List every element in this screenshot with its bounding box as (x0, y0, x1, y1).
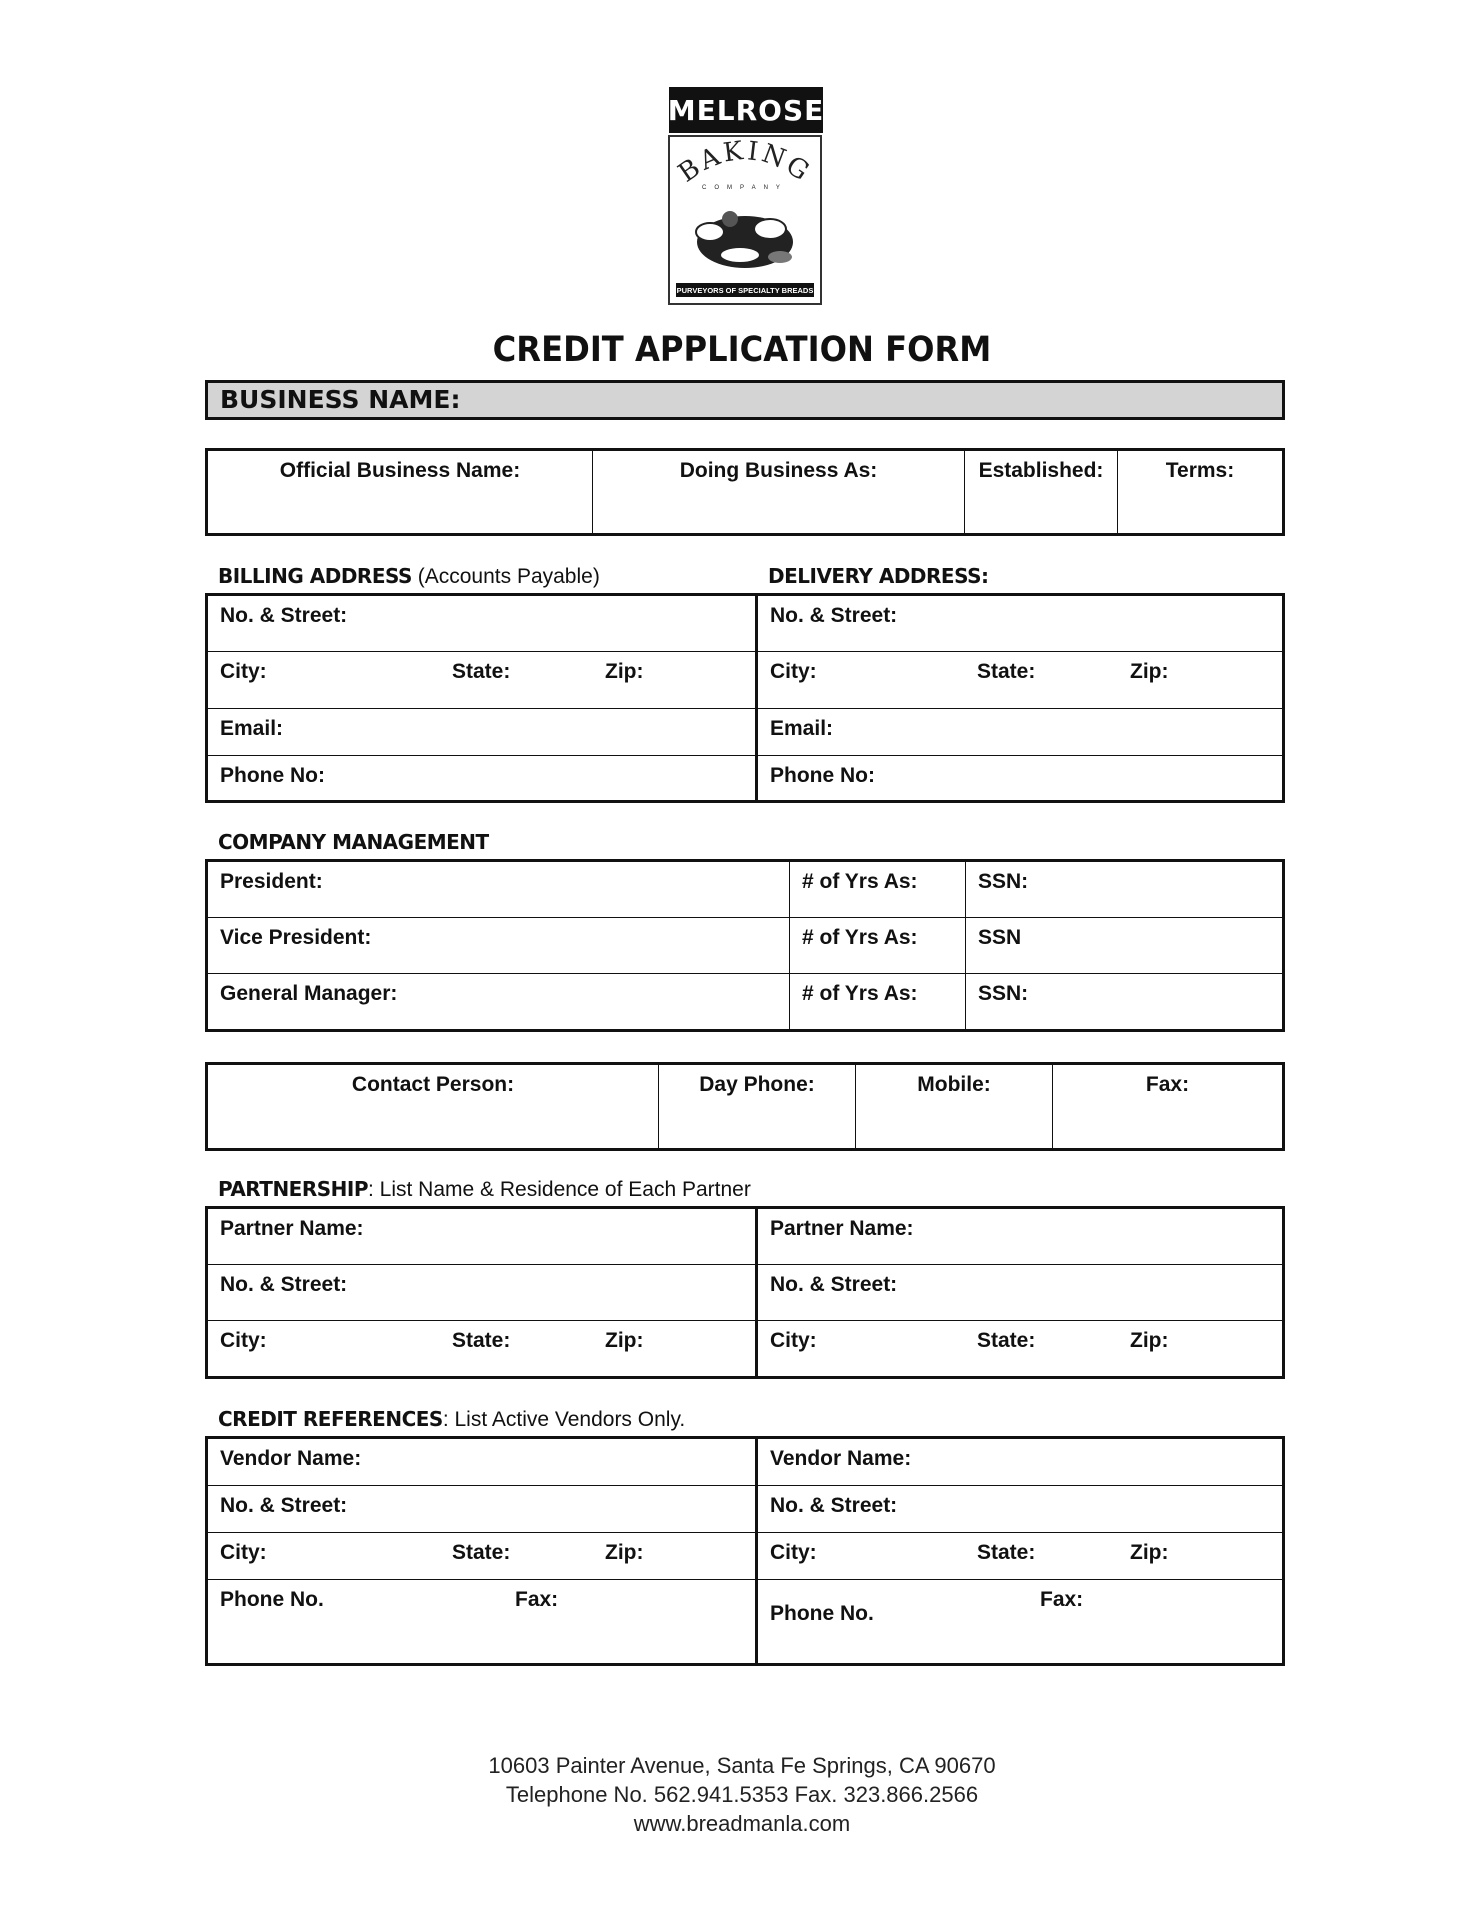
billing-address-heading: BILLING ADDRESS (Accounts Payable) (218, 564, 600, 588)
established-cell[interactable]: Established: (965, 450, 1118, 535)
vendor-1-street-cell[interactable]: No. & Street: (207, 1486, 757, 1533)
partner-1-street-cell[interactable]: No. & Street: (207, 1265, 757, 1321)
partner-2-street-cell[interactable]: No. & Street: (757, 1265, 1284, 1321)
management-table (205, 859, 1285, 1032)
business-name-bar[interactable] (205, 380, 1285, 420)
official-business-name-cell[interactable]: Official Business Name: (207, 450, 593, 535)
vendor-1-phone-cell[interactable]: Phone No. Fax: (207, 1579, 757, 1664)
credit-references-heading: CREDIT REFERENCES: List Active Vendors Only. (218, 1407, 686, 1431)
president-cell[interactable]: President: (207, 861, 790, 918)
vendor-2-phone-cell[interactable]: Phone No. Fax: (757, 1579, 1284, 1664)
vice-president-cell[interactable]: Vice President: (207, 918, 790, 974)
footer-website: www.breadmanla.com (633, 1811, 851, 1836)
mobile-cell[interactable]: Mobile: (856, 1064, 1053, 1150)
contact-person-cell[interactable]: Contact Person: (207, 1064, 659, 1150)
partner-1-city-cell[interactable]: City: State: Zip: (207, 1320, 757, 1377)
billing-email-cell[interactable]: Email: (207, 709, 757, 756)
vendor-2-street-cell[interactable]: No. & Street: (757, 1486, 1284, 1533)
general-manager-ssn-cell[interactable]: SSN: (966, 973, 1284, 1030)
billing-city-cell[interactable]: City: State: Zip: (207, 652, 757, 709)
logo-company-text: COMPANY (702, 185, 788, 191)
vice-president-years-cell[interactable]: # of Yrs As: (790, 918, 966, 974)
footer-address: 10603 Painter Avenue, Santa Fe Springs, CA 90670 (488, 1753, 996, 1778)
vendor-1-city-cell[interactable]: City: State: Zip: (207, 1533, 757, 1580)
fax-cell[interactable]: Fax: (1053, 1064, 1284, 1150)
logo-melrose: MELROSE (669, 87, 823, 133)
partner-2-city-cell[interactable]: City: State: Zip: (757, 1320, 1284, 1377)
credit-references-table (205, 1436, 1285, 1666)
general-manager-cell[interactable]: General Manager: (207, 973, 790, 1030)
logo-tagline: PURVEYORS OF SPECIALTY BREADS (676, 286, 814, 295)
contact-table (205, 1062, 1285, 1151)
president-years-cell[interactable]: # of Yrs As: (790, 861, 966, 918)
business-name-label: BUSINESS NAME: (220, 385, 461, 414)
footer (0, 1751, 1484, 1838)
partner-2-name-cell[interactable]: Partner Name: (757, 1208, 1284, 1265)
delivery-address-heading: DELIVERY ADDRESS: (768, 564, 989, 588)
page-title: CREDIT APPLICATION FORM (492, 330, 992, 370)
address-table (205, 593, 1285, 803)
business-info-table (205, 448, 1285, 536)
terms-cell[interactable]: Terms: (1118, 450, 1284, 535)
vice-president-ssn-cell[interactable]: SSN (966, 918, 1284, 974)
delivery-street-cell[interactable]: No. & Street: (757, 595, 1284, 652)
vendor-1-name-cell[interactable]: Vendor Name: (207, 1438, 757, 1486)
partnership-heading: PARTNERSHIP: List Name & Residence of Each Partner (218, 1177, 751, 1201)
vendor-2-name-cell[interactable]: Vendor Name: (757, 1438, 1284, 1486)
president-ssn-cell[interactable]: SSN: (966, 861, 1284, 918)
partner-1-name-cell[interactable]: Partner Name: (207, 1208, 757, 1265)
svg-text:BAKING (673, 137, 817, 189)
logo-baking-company (668, 135, 822, 305)
general-manager-years-cell[interactable]: # of Yrs As: (790, 973, 966, 1030)
delivery-email-cell[interactable]: Email: (757, 709, 1284, 756)
footer-phones: Telephone No. 562.941.5353 Fax. 323.866.2566 (505, 1782, 979, 1807)
logo-baking-text: BAKING (673, 137, 817, 189)
delivery-city-cell[interactable]: City: State: Zip: (757, 652, 1284, 709)
company-management-heading: COMPANY MANAGEMENT (218, 830, 489, 854)
billing-street-cell[interactable]: No. & Street: (207, 595, 757, 652)
delivery-phone-cell[interactable]: Phone No: (757, 756, 1284, 802)
vendor-2-city-cell[interactable]: City: State: Zip: (757, 1533, 1284, 1580)
doing-business-as-cell[interactable]: Doing Business As: (593, 450, 965, 535)
day-phone-cell[interactable]: Day Phone: (659, 1064, 856, 1150)
billing-phone-cell[interactable]: Phone No: (207, 756, 757, 802)
partnership-table (205, 1206, 1285, 1379)
